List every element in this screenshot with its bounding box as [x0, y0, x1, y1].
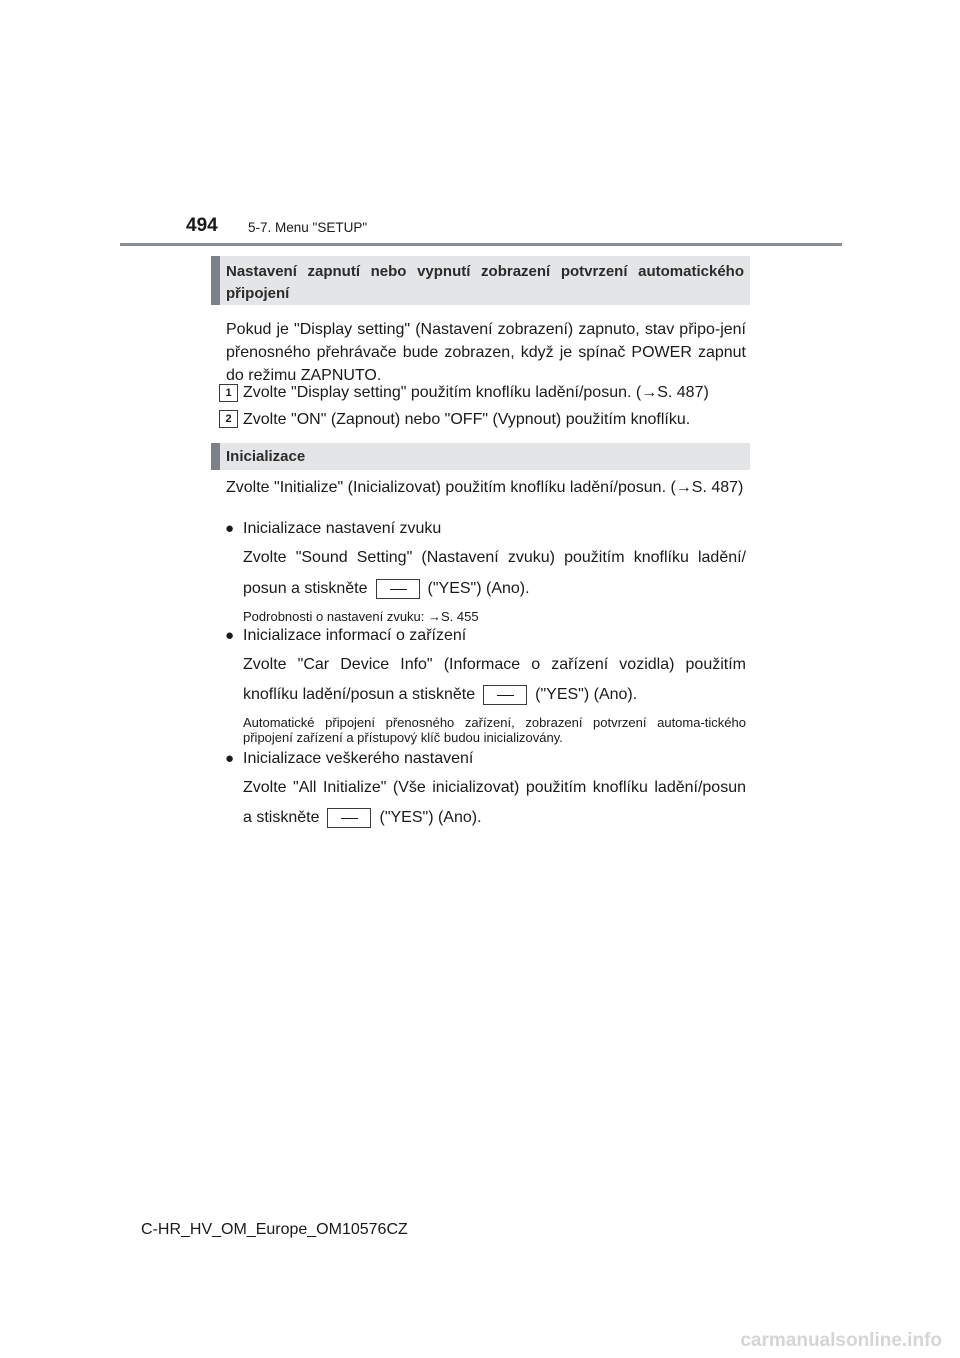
- page-number: 494: [186, 215, 218, 236]
- footer-document-code: C-HR_HV_OM_Europe_OM10576CZ: [141, 1221, 408, 1238]
- step-number-1: 1: [219, 384, 238, 402]
- step-1-text: Zvolte "Display setting" použitím knoflíku ladění/posun. (→S. 487): [243, 384, 709, 401]
- yes-button-icon: [376, 579, 420, 599]
- bullet-icon: ●: [225, 520, 235, 537]
- section-box-title: Nastavení zapnutí nebo vypnutí zobrazení potvrzení automatického připojení: [226, 263, 744, 302]
- item-heading-device-info: Inicializace informací o zařízení: [243, 627, 467, 644]
- item-device-line2-after: ("YES") (Ano).: [535, 686, 638, 703]
- item-sound-line2: [243, 577, 746, 600]
- display-setting-paragraph: Pokud je "Display setting" (Nastavení zobrazení) zapnuto, stav připo-jení přenosného přehrávače bude zobrazen, když je spínač POWER zapnut do režimu ZAPNUTO.: [226, 321, 746, 384]
- item-all-line2: [243, 806, 746, 829]
- item-heading-all: Inicializace veškerého nastavení: [243, 750, 474, 767]
- item-sound-line1: Zvolte "Sound Setting" (Nastavení zvuku) použitím knoflíku ladění/: [243, 549, 746, 566]
- section-box-display-confirmation: [211, 256, 750, 305]
- item-all-line2-before: a stiskněte: [243, 809, 320, 826]
- item-sound-line2-after: ("YES") (Ano).: [427, 580, 530, 597]
- bullet-icon: ●: [225, 750, 235, 767]
- item-device-line2-before: knoflíku ladění/posun a stiskněte: [243, 686, 476, 703]
- section-box-title: Inicializace: [226, 448, 306, 465]
- step-2-text: Zvolte "ON" (Zapnout) nebo "OFF" (Vypnout) použitím knoflíku.: [243, 411, 691, 428]
- step-number-2: 2: [219, 410, 238, 428]
- yes-button-icon: [483, 685, 527, 705]
- item-heading-sound: Inicializace nastavení zvuku: [243, 520, 442, 537]
- item-sound-note: Podrobnosti o nastavení zvuku: →S. 455: [243, 609, 479, 624]
- item-sound-line2-before: posun a stiskněte: [243, 580, 368, 597]
- initialize-intro: Zvolte "Initialize" (Inicializovat) použitím knoflíku ladění/posun. (→S. 487): [226, 479, 744, 496]
- yes-button-icon: [327, 808, 371, 828]
- item-all-line2-after: ("YES") (Ano).: [379, 809, 482, 826]
- item-device-line2: [243, 683, 746, 706]
- section-title: 5-7. Menu "SETUP": [248, 220, 368, 235]
- watermark: carmanualsonline.info: [740, 1330, 942, 1351]
- bullet-icon: ●: [225, 627, 235, 644]
- header-divider: [120, 243, 842, 246]
- item-device-note: Automatické připojení přenosného zařízení, zobrazení potvrzení automa-tického připojení zařízení a přístupový klíč budou inicializovány.: [243, 715, 746, 745]
- item-device-line1: Zvolte "Car Device Info" (Informace o zařízení vozidla) použitím: [243, 656, 746, 673]
- section-box-initialization: [211, 443, 750, 470]
- item-all-line1: Zvolte "All Initialize" (Vše inicializovat) použitím knoflíku ladění/posun: [243, 779, 746, 796]
